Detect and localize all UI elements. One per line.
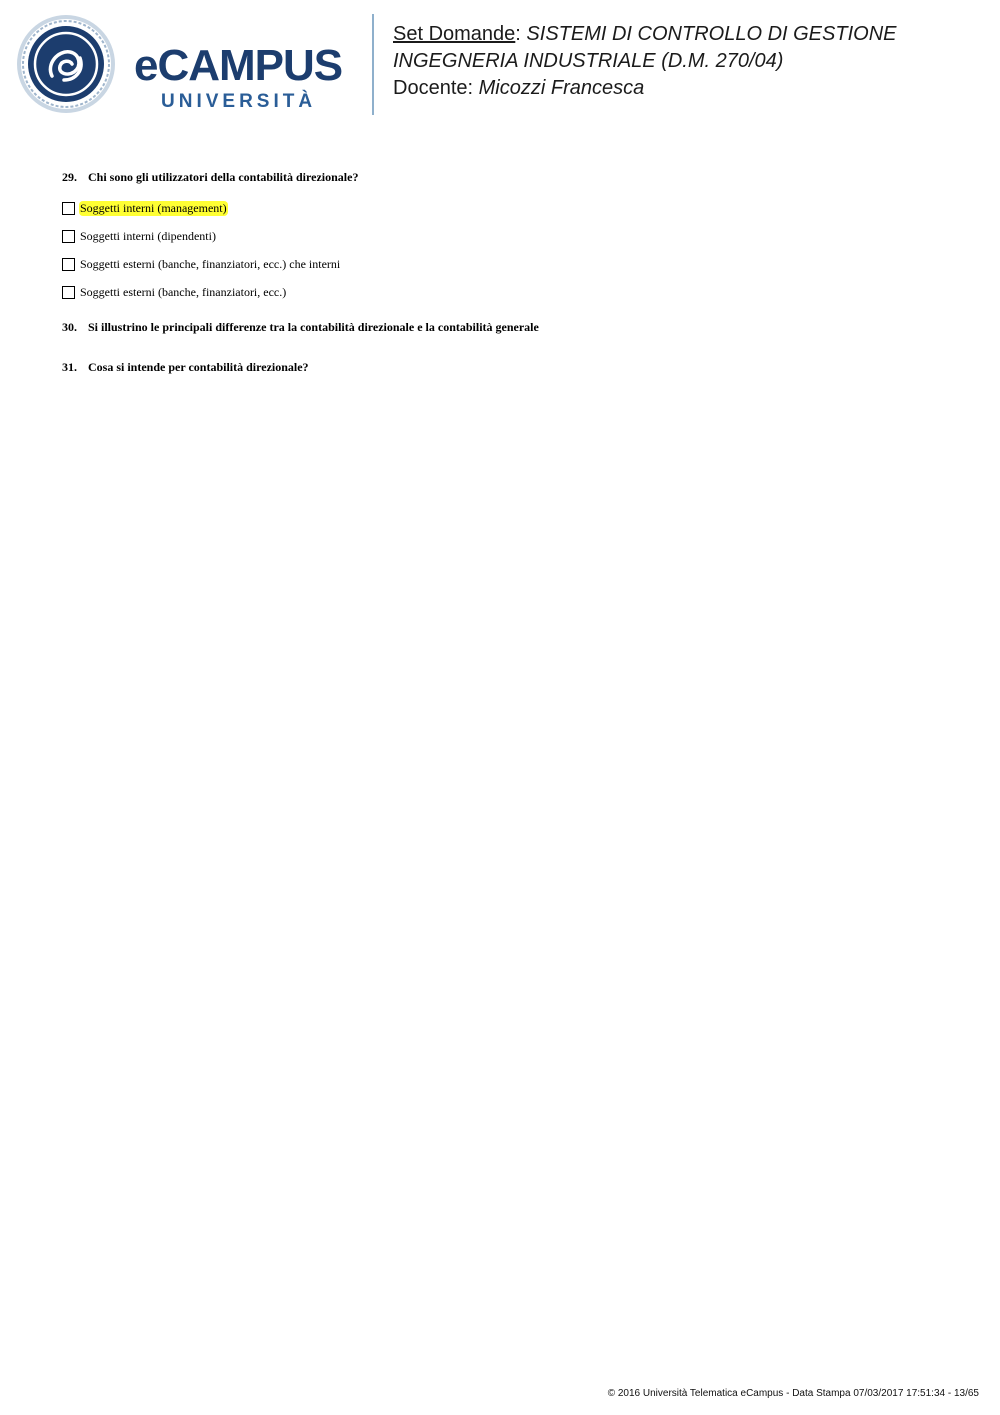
checkbox[interactable] [62,230,75,243]
answer-option[interactable] [62,222,358,250]
answer-label: Soggetti esterni (banche, finanziatori, ecc.) che interni [80,256,341,271]
question-number: 30. [62,320,77,334]
checkbox[interactable] [62,258,75,271]
answer-label: Soggetti interni (dipendenti) [80,228,216,243]
course-info [393,21,896,102]
page-footer: © 2016 Università Telematica eCampus - Data Stampa 07/03/2017 17:51:34 - 13/65 [607,1388,979,1399]
teacher-name: Micozzi Francesca [478,77,645,99]
page-header [0,0,1000,130]
question-30 [62,320,539,335]
question-29 [62,170,358,306]
set-colon: : [515,23,521,45]
question-title [62,170,358,185]
ecampus-logo [14,14,359,118]
logo-sub-text: UNIVERSITÀ [161,91,317,112]
answer-label-highlighted: Soggetti interni (management) [80,200,227,215]
question-31 [62,360,309,375]
teacher-label: Docente: [393,77,474,99]
question-number: 29. [62,170,77,184]
checkbox[interactable] [62,202,75,215]
answer-option[interactable] [62,250,358,278]
answer-label: Soggetti esterni (banche, finanziatori, ecc.) [80,284,287,299]
course-line-2: INGEGNERIA INDUSTRIALE (D.M. 270/04) [393,50,784,72]
header-divider [372,14,374,115]
question-text: Cosa si intende per contabilità direzionale? [88,360,309,374]
course-line-1 [393,21,896,48]
set-label: Set Domande [393,23,516,45]
answer-options [62,194,358,306]
question-number: 31. [62,360,77,374]
question-text: Chi sono gli utilizzatori della contabilità direzionale? [88,170,359,184]
answer-option[interactable] [62,194,358,222]
question-text: Si illustrino le principali differenze tra la contabilità direzionale e la contabilità generale [88,320,539,334]
course-title: SISTEMI DI CONTROLLO DI GESTIONE [526,23,897,45]
teacher-line [393,75,896,102]
answer-option[interactable] [62,278,358,306]
question-list [62,170,539,374]
logo-brand-text: eCAMPUS [134,41,343,90]
checkbox[interactable] [62,286,75,299]
